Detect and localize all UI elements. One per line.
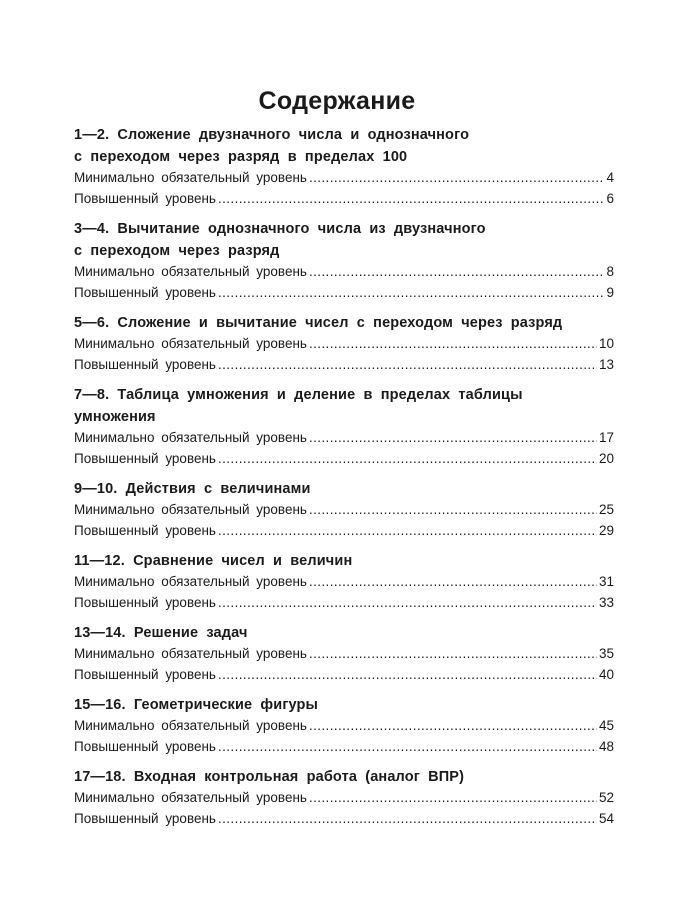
section-heading-line: с переходом через разряд в пределах 100 <box>74 149 408 165</box>
toc-entry-label: Минимально обязательный уровень <box>74 502 307 517</box>
toc-entry-page-number: 52 <box>598 790 614 805</box>
toc-entry[interactable] <box>74 334 614 355</box>
dot-leader <box>218 355 597 376</box>
toc-entry[interactable] <box>74 644 614 665</box>
section-heading-line: 3—4. Вычитание однозначного числа из двузначного <box>74 221 486 237</box>
toc-entry[interactable] <box>74 168 614 189</box>
toc-entry-label: Повышенный уровень <box>74 522 216 538</box>
toc-entry[interactable] <box>74 428 614 449</box>
section-heading-line: 9—10. Действия с величинами <box>74 481 311 497</box>
toc-entry-label: Повышенный уровень <box>74 594 216 610</box>
section-heading-line: 11—12. Сравнение чисел и величин <box>74 553 353 569</box>
dot-leader <box>309 428 597 449</box>
toc-entry[interactable] <box>74 355 614 376</box>
dot-leader <box>309 644 597 665</box>
toc-entry-label: Минимально обязательный уровень <box>74 336 307 351</box>
toc-entry[interactable] <box>74 737 614 758</box>
toc-entry[interactable] <box>74 189 614 210</box>
toc-section <box>74 766 614 829</box>
dot-leader <box>218 189 605 210</box>
toc-entry[interactable] <box>74 521 614 542</box>
dot-leader <box>309 716 597 737</box>
toc-entry-label: Минимально обязательный уровень <box>74 170 307 185</box>
toc-entry-page-number: 48 <box>598 738 614 754</box>
dot-leader <box>218 283 605 304</box>
toc-entry-page-number: 40 <box>598 666 614 682</box>
dot-leader <box>218 449 597 470</box>
toc-section <box>74 218 614 303</box>
dot-leader <box>309 500 597 521</box>
toc-entry[interactable] <box>74 716 614 737</box>
toc-section <box>74 622 614 685</box>
toc-entry[interactable] <box>74 809 614 830</box>
toc-entry-page-number: 25 <box>598 502 614 517</box>
section-heading-line: 5—6. Сложение и вычитание чисел с переходом через разряд <box>74 315 563 331</box>
dot-leader <box>218 665 597 686</box>
toc-entry-label: Минимально обязательный уровень <box>74 264 307 279</box>
toc-entry-label: Минимально обязательный уровень <box>74 646 307 661</box>
dot-leader <box>218 737 597 758</box>
dot-leader <box>218 593 597 614</box>
toc-entry-page-number: 6 <box>606 190 614 206</box>
toc-section <box>74 124 614 209</box>
section-heading-line: умножения <box>74 409 156 425</box>
toc-entry-page-number: 35 <box>598 646 614 661</box>
toc-entry-page-number: 45 <box>598 718 614 733</box>
toc-section <box>74 478 614 541</box>
toc-entry-label: Повышенный уровень <box>74 190 216 206</box>
section-heading-line: 1—2. Сложение двузначного числа и однозначного <box>74 127 470 143</box>
section-heading-line: 13—14. Решение задач <box>74 625 248 641</box>
toc-entry[interactable] <box>74 262 614 283</box>
toc-entry-page-number: 8 <box>606 264 614 279</box>
section-heading-line: с переходом через разряд <box>74 243 280 259</box>
table-of-contents <box>74 124 614 838</box>
toc-entry-label: Повышенный уровень <box>74 738 216 754</box>
toc-entry-label: Минимально обязательный уровень <box>74 574 307 589</box>
section-heading-line: 7—8. Таблица умножения и деление в пределах таблицы <box>74 387 523 403</box>
toc-entry-label: Повышенный уровень <box>74 666 216 682</box>
toc-entry-page-number: 20 <box>598 450 614 466</box>
toc-entry[interactable] <box>74 500 614 521</box>
toc-entry[interactable] <box>74 283 614 304</box>
toc-entry-page-number: 33 <box>598 594 614 610</box>
dot-leader <box>309 262 605 283</box>
toc-entry-page-number: 31 <box>598 574 614 589</box>
dot-leader <box>309 788 597 809</box>
dot-leader <box>218 809 597 830</box>
toc-section <box>74 384 614 469</box>
toc-entry-page-number: 9 <box>606 284 614 300</box>
toc-entry-page-number: 4 <box>606 170 614 185</box>
toc-entry-label: Минимально обязательный уровень <box>74 790 307 805</box>
section-heading-line: 15—16. Геометрические фигуры <box>74 697 319 713</box>
section-heading-line: 17—18. Входная контрольная работа (аналог ВПР) <box>74 769 465 785</box>
page-title: Содержание <box>258 86 416 115</box>
dot-leader <box>218 521 597 542</box>
toc-entry-page-number: 29 <box>598 522 614 538</box>
toc-entry[interactable] <box>74 788 614 809</box>
toc-section <box>74 312 614 375</box>
toc-entry-label: Повышенный уровень <box>74 450 216 466</box>
dot-leader <box>309 572 597 593</box>
toc-entry[interactable] <box>74 593 614 614</box>
toc-entry-label: Минимально обязательный уровень <box>74 430 307 445</box>
toc-entry-page-number: 10 <box>598 336 614 351</box>
toc-entry[interactable] <box>74 665 614 686</box>
dot-leader <box>309 168 605 189</box>
toc-entry-page-number: 54 <box>598 810 614 826</box>
toc-section <box>74 694 614 757</box>
toc-entry-label: Повышенный уровень <box>74 810 216 826</box>
toc-entry-page-number: 17 <box>598 430 614 445</box>
toc-entry-label: Минимально обязательный уровень <box>74 718 307 733</box>
toc-entry-label: Повышенный уровень <box>74 284 216 300</box>
toc-entry-page-number: 13 <box>598 356 614 372</box>
toc-entry[interactable] <box>74 449 614 470</box>
toc-entry-label: Повышенный уровень <box>74 356 216 372</box>
toc-section <box>74 550 614 613</box>
toc-entry[interactable] <box>74 572 614 593</box>
dot-leader <box>309 334 597 355</box>
